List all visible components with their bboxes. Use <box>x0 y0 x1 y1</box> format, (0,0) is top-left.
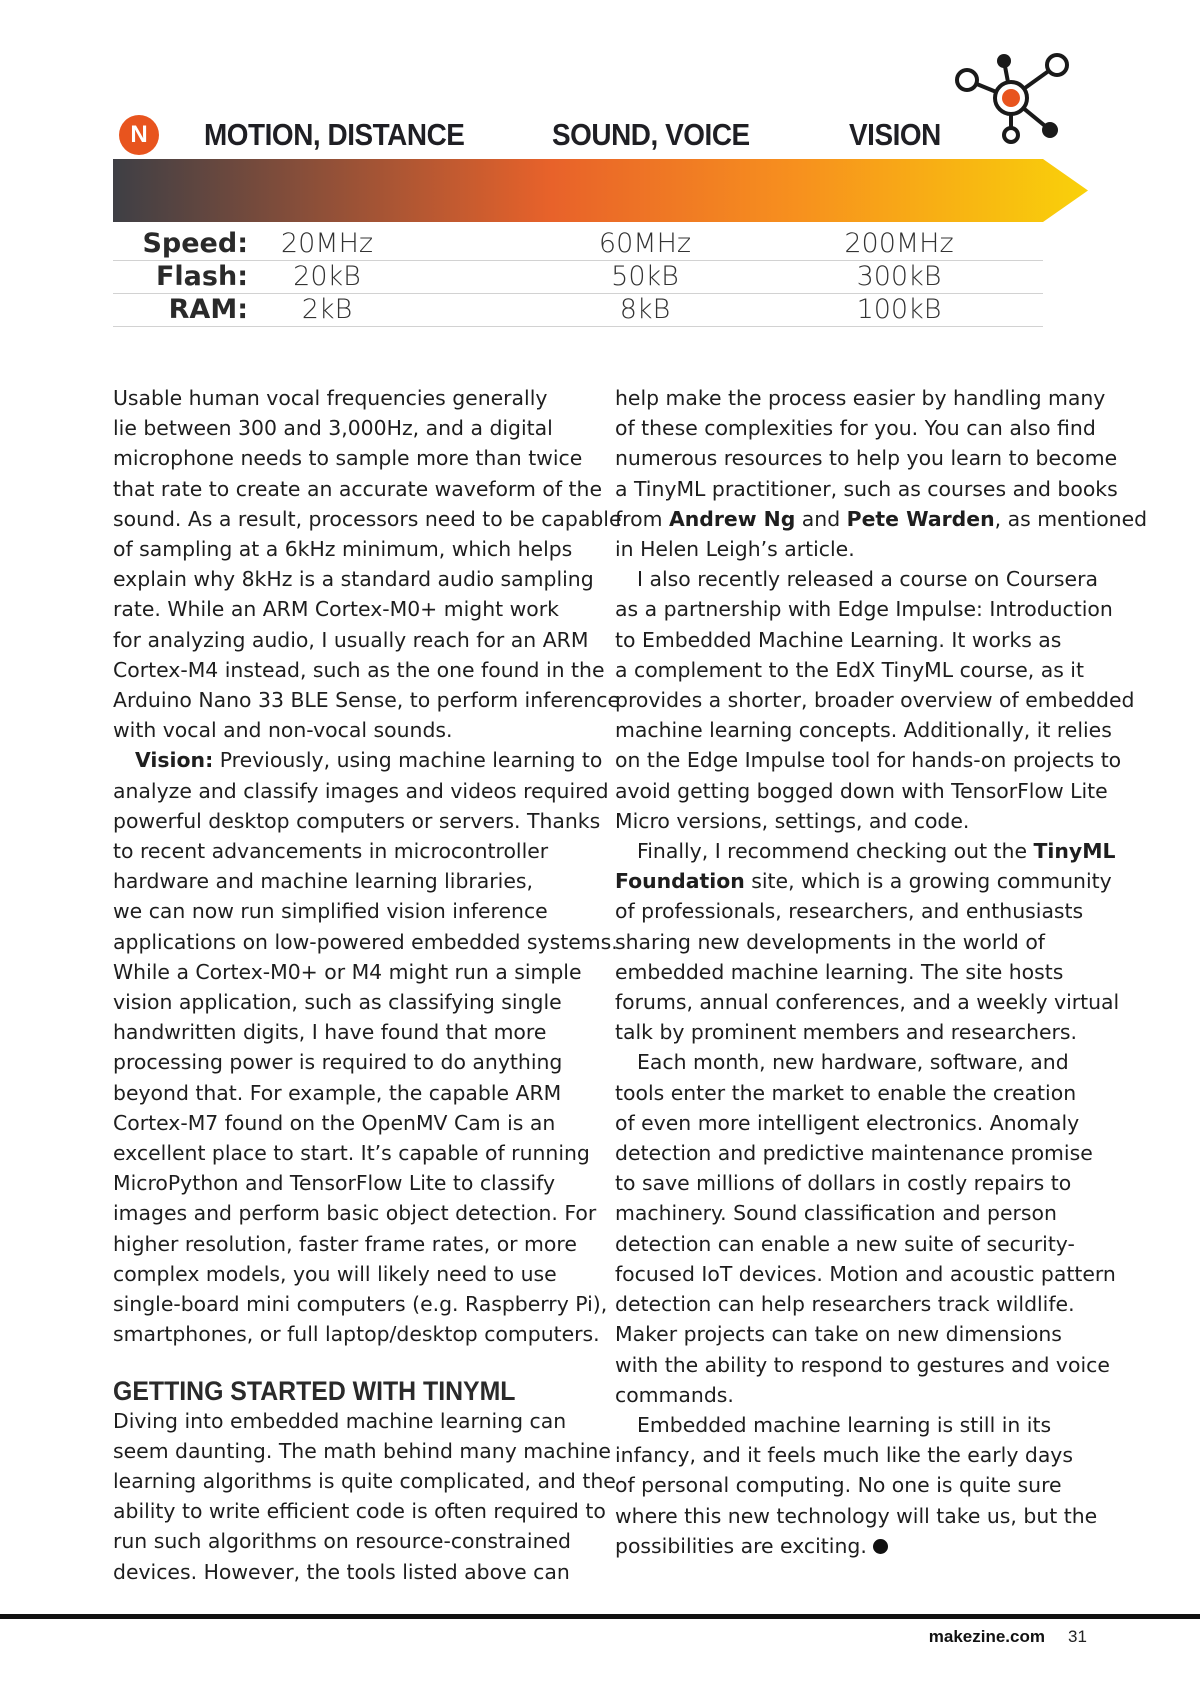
text-line: handwritten digits, I have found that more <box>113 1020 547 1045</box>
text-line: powerful desktop computers or servers. Thanks <box>113 808 601 833</box>
text-line: in Helen Leigh’s article. <box>615 537 855 562</box>
text-line: ability to write efficient code is often required to <box>113 1499 606 1524</box>
specs-label: Speed: <box>142 228 248 259</box>
paragraph-conclusion <box>615 1410 1100 1561</box>
text-line: applications on low-powered embedded systems. <box>113 929 618 954</box>
text-line: tools enter the market to enable the creation <box>615 1080 1077 1105</box>
text-line: I also recently released a course on Coursera <box>637 567 1098 592</box>
specs-value: 2kB <box>301 294 353 325</box>
text-line: focused IoT devices. Motion and acoustic pattern <box>615 1261 1116 1286</box>
text-line: on the Edge Impulse tool for hands-on projects to <box>615 748 1122 773</box>
text-line: for analyzing audio, I usually reach for an ARM <box>113 627 589 652</box>
text-line: with vocal and non-vocal sounds. <box>113 718 453 743</box>
specs-value: 50kB <box>611 261 679 292</box>
text-line: Cortex-M4 instead, such as the one found in the <box>113 657 605 682</box>
specs-value: 20kB <box>293 261 361 292</box>
n-badge-icon: N <box>119 115 159 155</box>
text-line: avoid getting bogged down with TensorFlow Lite <box>615 778 1108 803</box>
text-line: processing power is required to do anything <box>113 1050 563 1075</box>
text-line: detection can help researchers track wildlife. <box>615 1292 1075 1317</box>
text-line: Cortex-M7 found on the OpenMV Cam is an <box>113 1110 556 1135</box>
specs-label: RAM: <box>168 294 248 325</box>
text-line: to recent advancements in microcontroller <box>113 839 549 864</box>
text-line: higher resolution, faster frame rates, or more <box>113 1231 577 1256</box>
text-line: analyze and classify images and videos required <box>113 778 609 803</box>
text-line: to Embedded Machine Learning. It works as <box>615 627 1062 652</box>
text-line: machine learning concepts. Additionally, it relies <box>615 718 1112 743</box>
text-line: embedded machine learning. The site hosts <box>615 959 1064 984</box>
paragraph-resources <box>615 383 1148 564</box>
text-line: a TinyML practitioner, such as courses and books <box>615 476 1118 501</box>
text-line <box>615 507 1147 531</box>
text-line: seem daunting. The math behind many machine <box>113 1438 611 1463</box>
text-line: explain why 8kHz is a standard audio sampling <box>113 567 594 592</box>
vision-lead-in: Vision: <box>135 748 214 773</box>
text-line: forums, annual conferences, and a weekly virtual <box>615 990 1120 1015</box>
text-line: possibilities are exciting. <box>615 1533 867 1558</box>
text-line: While a Cortex-M0+ or M4 might run a simple <box>113 959 582 984</box>
text-line: Diving into embedded machine learning can <box>113 1408 567 1433</box>
capability-gradient-arrow <box>113 159 1088 222</box>
text-line: Finally, I recommend checking out the <box>637 839 1034 864</box>
text-line: detection and predictive maintenance promise <box>615 1141 1093 1166</box>
text-line: machinery. Sound classification and person <box>615 1201 1057 1226</box>
specs-value: 300kB <box>856 261 942 292</box>
text-line: Usable human vocal frequencies generally <box>113 386 548 410</box>
text-line: of these complexities for you. You can also find <box>615 416 1096 441</box>
footer-rule <box>0 1614 1200 1619</box>
specs-table <box>113 228 1043 327</box>
text-line: provides a shorter, broader overview of embedded <box>615 688 1135 713</box>
text-line: with the ability to respond to gestures and voice <box>615 1352 1110 1377</box>
text-line: hardware and machine learning libraries, <box>113 869 533 894</box>
text-line: Maker projects can take on new dimensions <box>615 1322 1062 1347</box>
end-mark-icon: ✓ <box>873 1539 888 1554</box>
category-sound-voice: SOUND, VOICE <box>552 117 750 152</box>
specs-row-flash <box>113 261 1043 294</box>
text-line: that rate to create an accurate waveform of the <box>113 476 602 501</box>
page-number: 31 <box>1068 1627 1087 1646</box>
text-line: of even more intelligent electronics. Anomaly <box>615 1110 1080 1135</box>
specs-value: 8kB <box>619 294 671 325</box>
paragraph-getting-started <box>113 1406 616 1587</box>
text-line: rate. While an ARM Cortex-M0+ might work <box>113 597 559 622</box>
text-line: Arduino Nano 33 BLE Sense, to perform inference <box>113 688 621 713</box>
author-name: Pete Warden <box>846 506 995 531</box>
text-line: talk by prominent members and researchers. <box>615 1020 1078 1045</box>
text-line: devices. However, the tools listed above can <box>113 1559 570 1584</box>
text-line: numerous resources to help you learn to become <box>615 446 1118 471</box>
text-line: and <box>795 506 847 531</box>
text-line: of professionals, researchers, and enthusiasts <box>615 899 1084 924</box>
category-vision: VISION <box>849 117 941 152</box>
foundation-name: TinyML <box>1033 839 1116 864</box>
text-line: Previously, using machine learning to <box>213 748 603 773</box>
text-line: commands. <box>615 1382 734 1407</box>
paragraph-market <box>615 1047 1116 1409</box>
text-line: microphone needs to sample more than twice <box>113 446 583 471</box>
text-line: vision application, such as classifying single <box>113 990 562 1015</box>
text-line: MicroPython and TensorFlow Lite to classify <box>113 1171 556 1196</box>
text-line: infancy, and it feels much like the early days <box>615 1443 1074 1468</box>
text-line: detection can enable a new suite of security- <box>615 1231 1075 1256</box>
text-line: of personal computing. No one is quite sure <box>615 1473 1062 1498</box>
specs-value: 100kB <box>856 294 942 325</box>
specs-label: Flash: <box>155 261 248 292</box>
text-line: complex models, you will likely need to use <box>113 1261 557 1286</box>
text-line: run such algorithms on resource-constrained <box>113 1529 572 1554</box>
specs-row-speed <box>113 228 1043 261</box>
section-heading: GETTING STARTED WITH TINYML <box>113 1375 516 1406</box>
text-line: site, which is a growing community <box>744 869 1112 894</box>
specs-value: 20MHz <box>280 228 374 259</box>
text-line: learning algorithms is quite complicated, and the <box>113 1468 616 1493</box>
article-left-column <box>113 383 622 1587</box>
text-line: of sampling at a 6kHz minimum, which helps <box>113 537 573 562</box>
text-line: where this new technology will take us, but the <box>615 1503 1098 1528</box>
text-line: single-board mini computers (e.g. Raspberry Pi), <box>113 1292 608 1317</box>
article-right-column <box>615 383 1148 1561</box>
text-line: a complement to the EdX TinyML course, as it <box>615 657 1084 682</box>
text-line: Embedded machine learning is still in its <box>637 1412 1052 1437</box>
author-name: Andrew Ng <box>668 506 796 531</box>
paragraph-audio <box>113 383 622 745</box>
text-line: sound. As a result, processors need to be capable <box>113 506 622 531</box>
category-motion-distance: MOTION, DISTANCE <box>204 117 465 152</box>
paragraph-foundation <box>615 836 1120 1047</box>
text-line: from <box>615 506 669 531</box>
foundation-name: Foundation <box>615 869 745 894</box>
text-line: lie between 300 and 3,000Hz, and a digital <box>113 416 553 441</box>
paragraph-coursera <box>615 564 1135 836</box>
text-line: sharing new developments in the world of <box>615 929 1045 954</box>
text-line: to save millions of dollars in costly repairs to <box>615 1171 1072 1196</box>
text-line: smartphones, or full laptop/desktop computers. <box>113 1322 600 1347</box>
text-line: images and perform basic object detection. For <box>113 1201 597 1226</box>
text-line: help make the process easier by handling many <box>615 386 1106 410</box>
network-hub-icon <box>945 48 1075 158</box>
text-line: Micro versions, settings, and code. <box>615 808 970 833</box>
paragraph-vision <box>113 745 618 1349</box>
specs-row-ram <box>113 294 1043 327</box>
text-line: beyond that. For example, the capable ARM <box>113 1080 562 1105</box>
footer-site: makezine.com <box>928 1627 1045 1646</box>
text-line: as a partnership with Edge Impulse: Introduction <box>615 597 1113 622</box>
text-line: we can now run simplified vision inference <box>113 899 548 924</box>
text-line: Each month, new hardware, software, and <box>637 1050 1069 1075</box>
text-line: excellent place to start. It’s capable of running <box>113 1141 590 1166</box>
specs-value: 200MHz <box>844 228 954 259</box>
text-line: , as mentioned <box>994 506 1148 531</box>
specs-value: 60MHz <box>598 228 692 259</box>
